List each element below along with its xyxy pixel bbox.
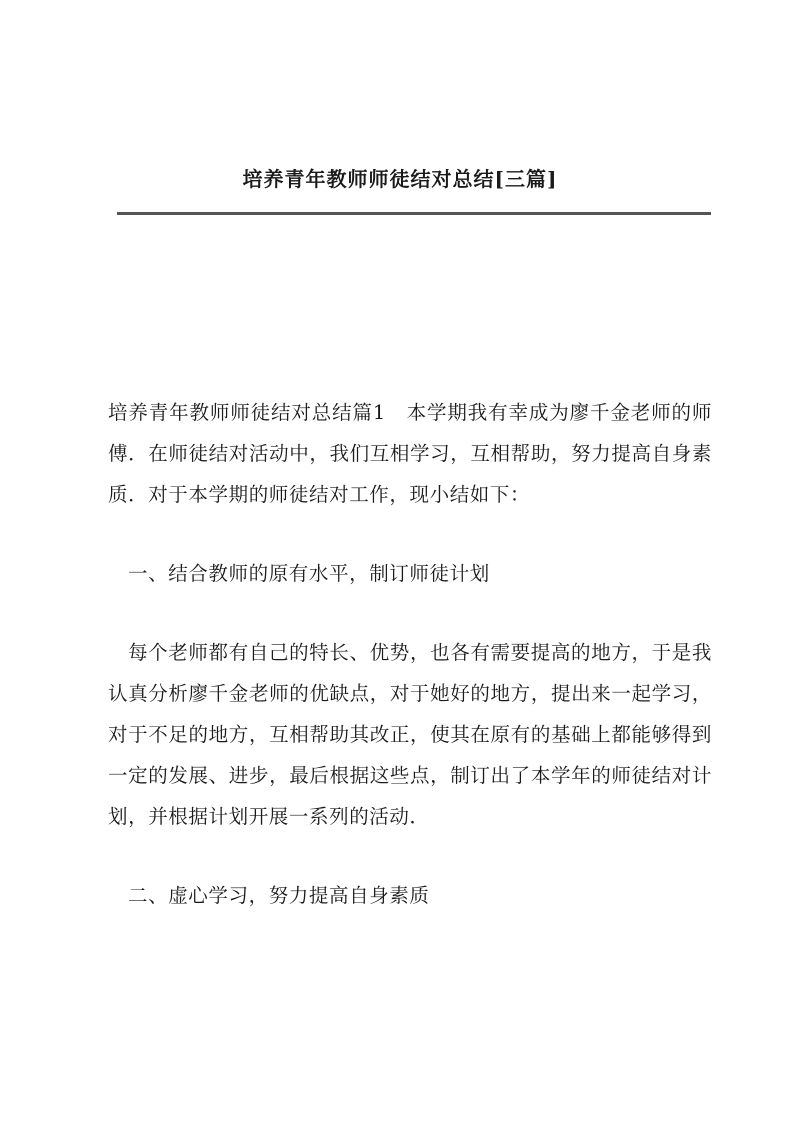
document-title: 培养青年教师师徒结对总结[三篇]: [242, 167, 558, 191]
section-heading-1: 一、结合教师的原有水平，制订师徒计划: [128, 562, 490, 585]
body-paragraph-1: 每个老师都有自己的特长、优势，也各有需要提高的地方，于是我认真分析廖千金老师的优缺点，对于她好的地方，提出来一起学习，对于不足的地方，互相帮助其改正，使其在原有的基础上都能够得到一定的发展、进步，最后根据这些点，制订出了本学年的师徒结对计划，并根据计划开展一系列的活动．: [108, 641, 712, 828]
intro-paragraph: 培养青年教师师徒结对总结篇1 本学期我有幸成为廖千金老师的师傅．在师徒结对活动中，我们互相学习，互相帮助，努力提高自身素质．对于本学期的师徒结对工作，现小结如下：: [108, 401, 712, 506]
title-divider: [117, 212, 711, 215]
section-heading-2: 二、虚心学习，努力提高自身素质: [128, 884, 430, 907]
document-body: [108, 392, 712, 916]
